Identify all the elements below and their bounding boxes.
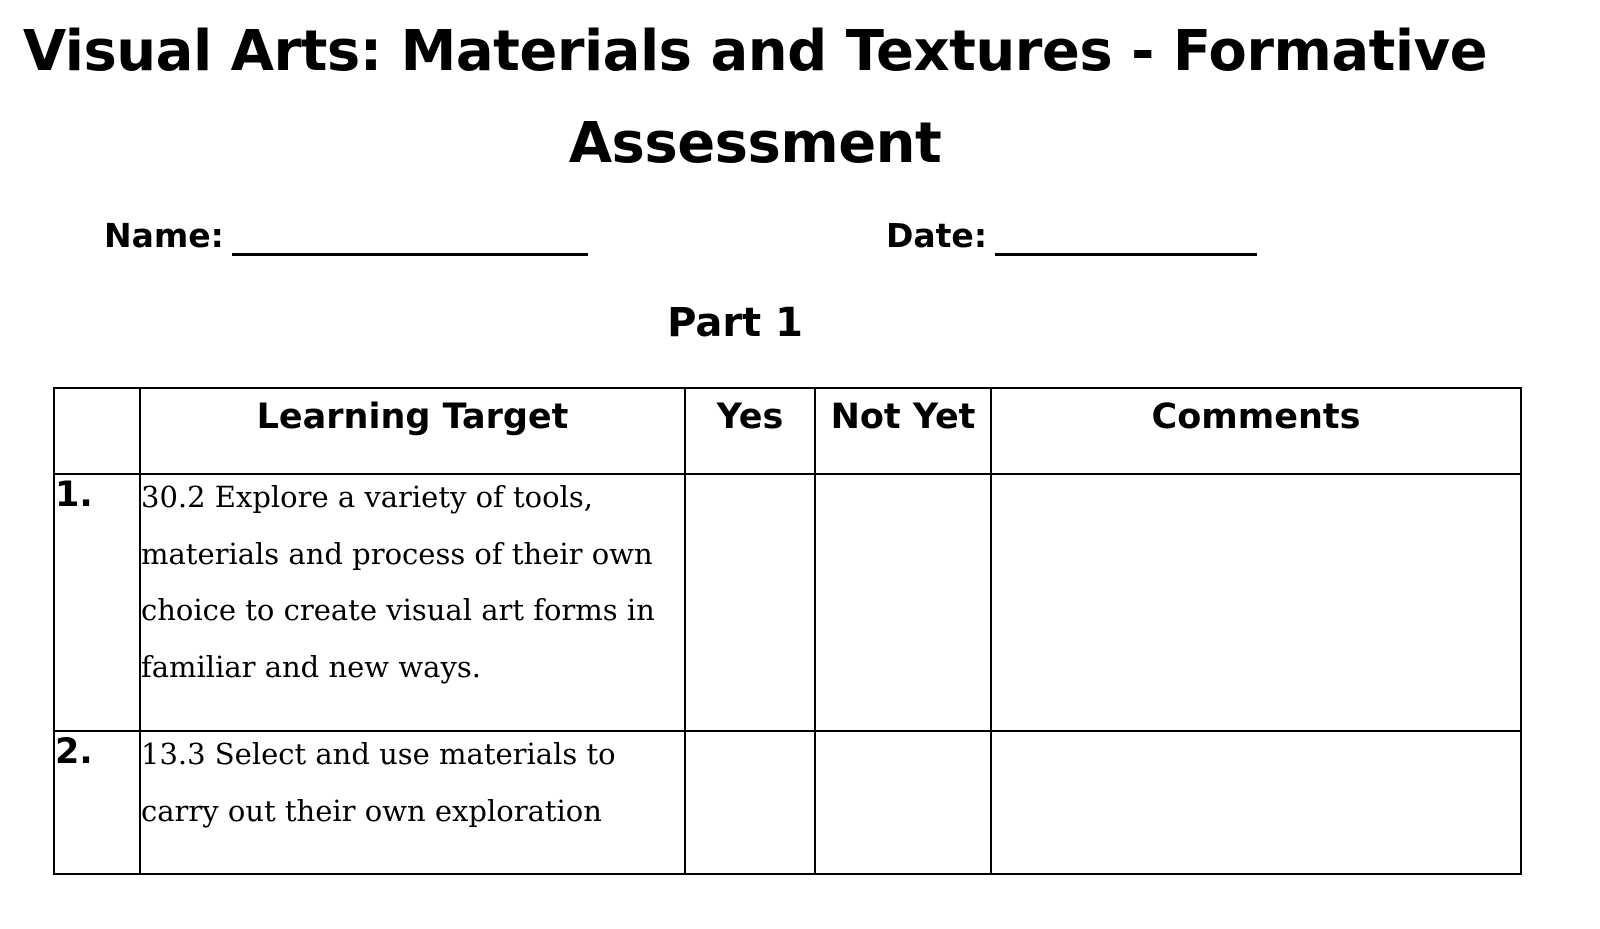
header-learning-target: Learning Target <box>140 388 685 474</box>
learning-target-text: 13.3 Select and use materials to carry out their own exploration <box>141 737 616 828</box>
comments-cell[interactable] <box>991 731 1521 874</box>
name-blank-line[interactable] <box>232 217 588 256</box>
header-yes: Yes <box>685 388 815 474</box>
date-label: Date: <box>886 216 988 255</box>
yes-cell[interactable] <box>685 731 815 874</box>
assessment-table <box>53 387 1522 875</box>
yes-cell[interactable] <box>685 474 815 731</box>
date-blank-line[interactable] <box>995 217 1257 256</box>
page-title-line-1: Visual Arts: Materials and Textures - Formative <box>22 19 1488 84</box>
header-number <box>54 388 140 474</box>
table-row <box>54 474 1521 731</box>
not-yet-cell[interactable] <box>815 474 991 731</box>
name-field[interactable] <box>104 214 588 258</box>
table-row <box>54 731 1521 874</box>
page-title-line-2: Assessment <box>568 111 942 176</box>
page-title <box>0 6 1510 190</box>
learning-target-cell <box>140 731 685 874</box>
name-label: Name: <box>104 216 224 255</box>
header-not-yet: Not Yet <box>815 388 991 474</box>
learning-target-text: 30.2 Explore a variety of tools, materials and process of their own choice to create visual art forms in familiar and new ways. <box>141 480 655 684</box>
row-number: 2. <box>54 731 140 874</box>
row-number: 1. <box>54 474 140 731</box>
header-comments: Comments <box>991 388 1521 474</box>
section-heading: Part 1 <box>667 300 803 346</box>
not-yet-cell[interactable] <box>815 731 991 874</box>
learning-target-cell <box>140 474 685 731</box>
comments-cell[interactable] <box>991 474 1521 731</box>
table-header-row <box>54 388 1521 474</box>
date-field[interactable] <box>886 214 1257 258</box>
